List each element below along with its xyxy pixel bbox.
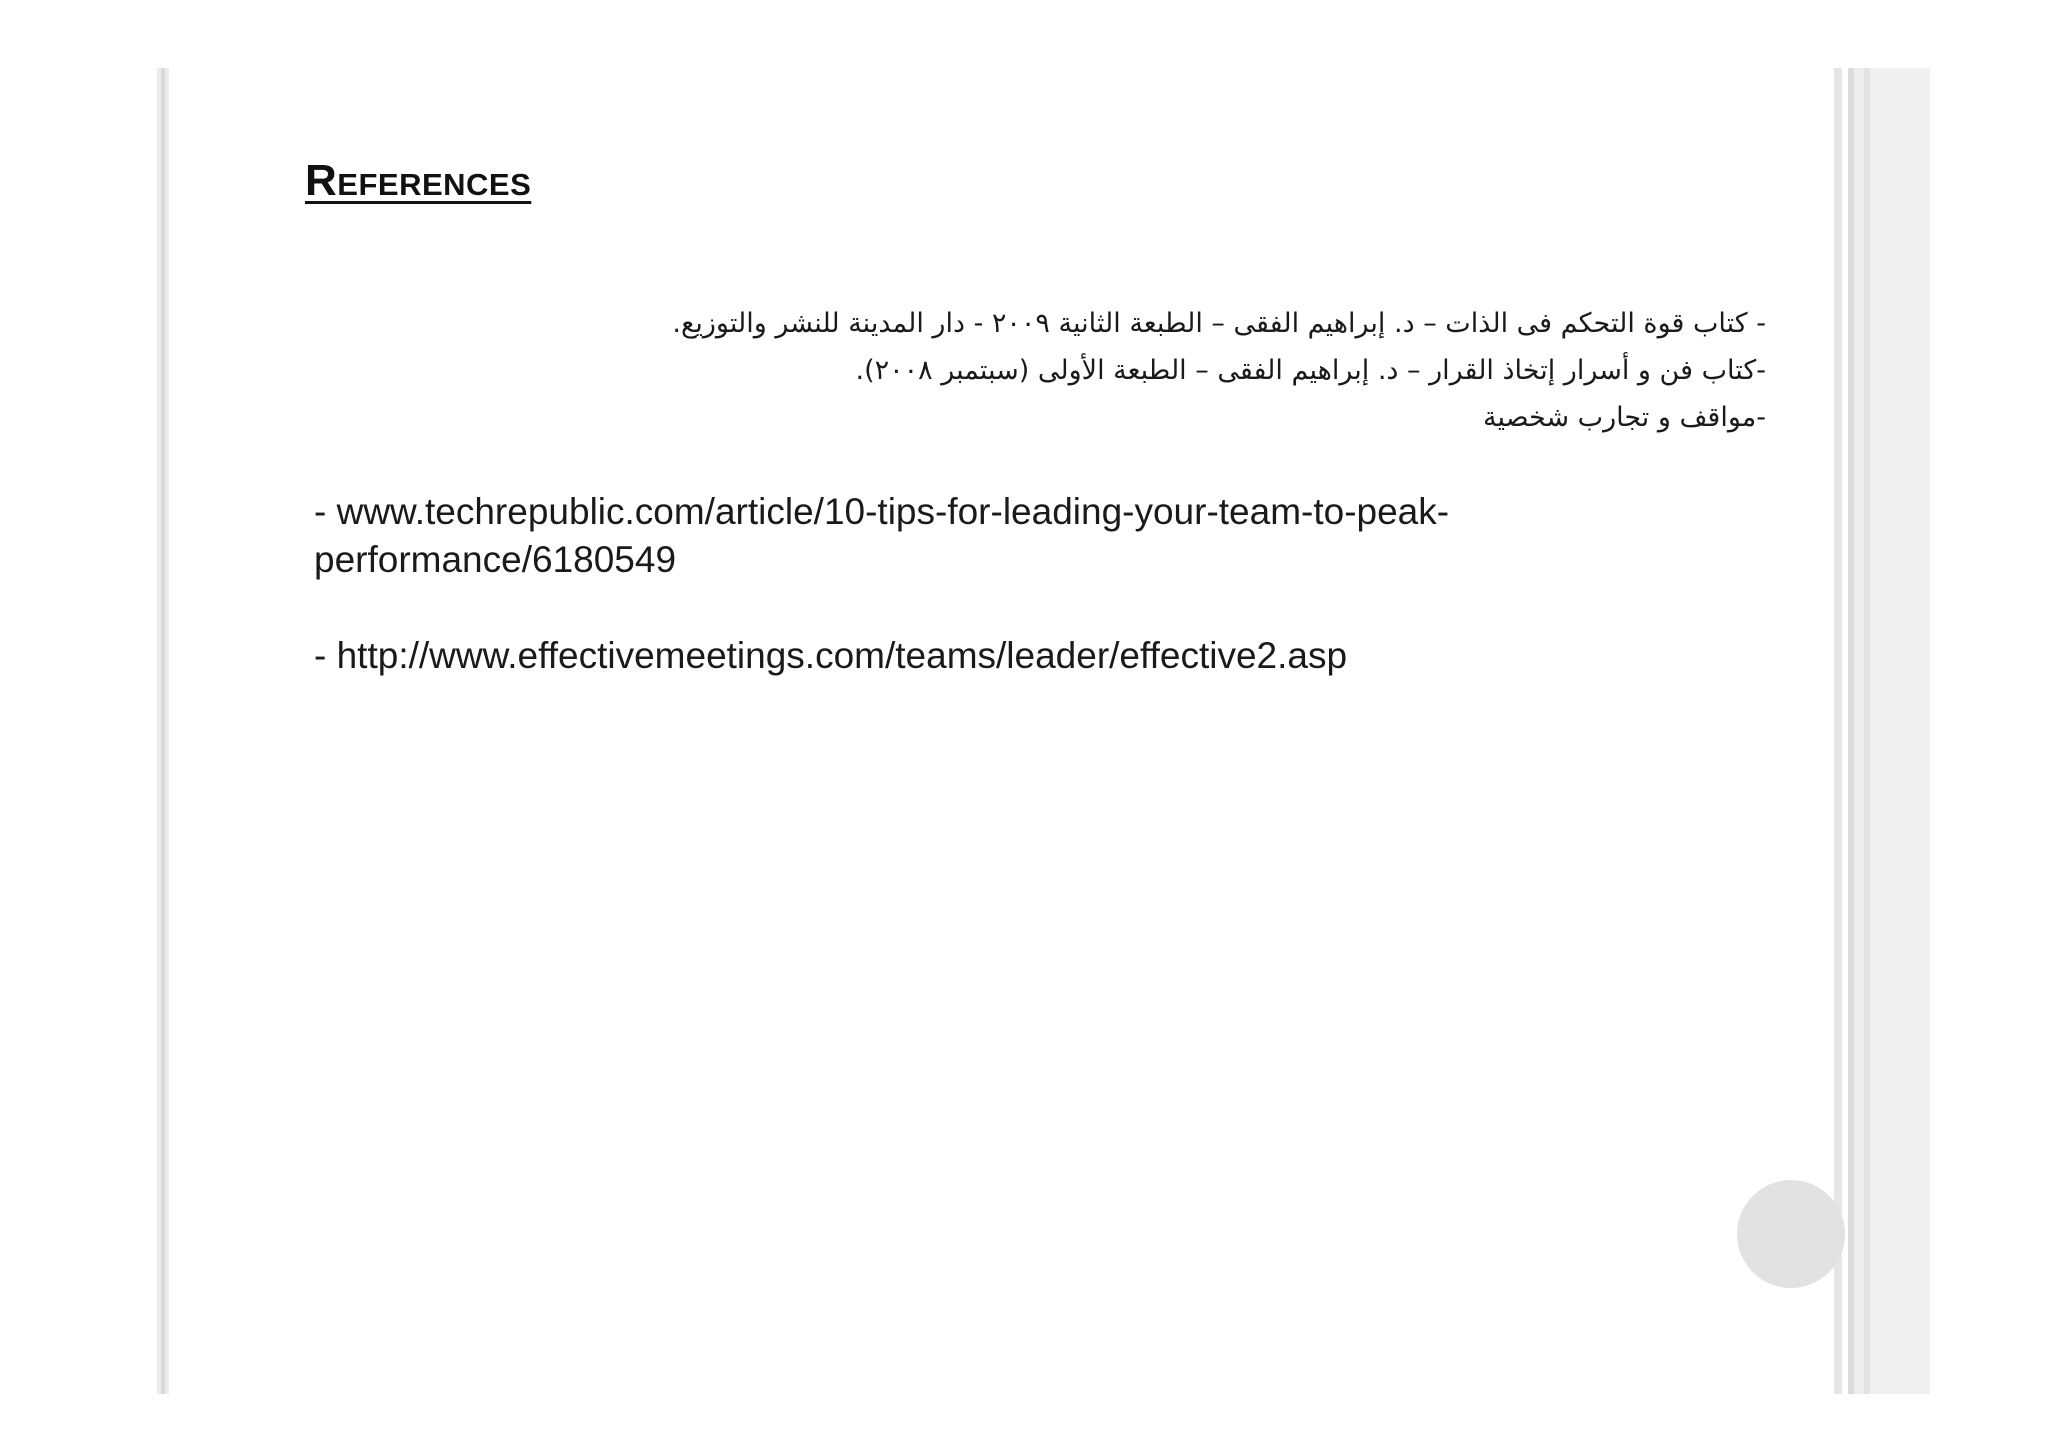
left-decorative-bar-inner	[161, 68, 165, 1394]
decorative-circle	[1737, 1180, 1845, 1288]
arabic-reference-item: - كتاب قوة التحكم فى الذات – د. إبراهيم الفقى – الطبعة الثانية ٢٠٠٩ - دار المدينة للنشر والتوزيع.	[672, 308, 1766, 339]
url-reference-item: - www.techrepublic.com/article/10-tips-for-leading-your-team-to-peak-performance/6180549	[314, 491, 1450, 580]
url-reference-item: - http://www.effectivemeetings.com/teams/leader/effective2.asp	[314, 635, 1348, 676]
arabic-reference-item: -مواقف و تجارب شخصية	[1482, 402, 1766, 433]
slide-title: References	[305, 156, 532, 205]
arabic-reference-list	[466, 300, 1766, 441]
right-decorative-panel	[1834, 68, 1930, 1394]
url-reference-list	[314, 488, 1574, 728]
arabic-reference-item: -كتاب فن و أسرار إتخاذ القرار – د. إبراهيم الفقى – الطبعة الأولى (سبتمبر ٢٠٠٨).	[855, 355, 1766, 386]
